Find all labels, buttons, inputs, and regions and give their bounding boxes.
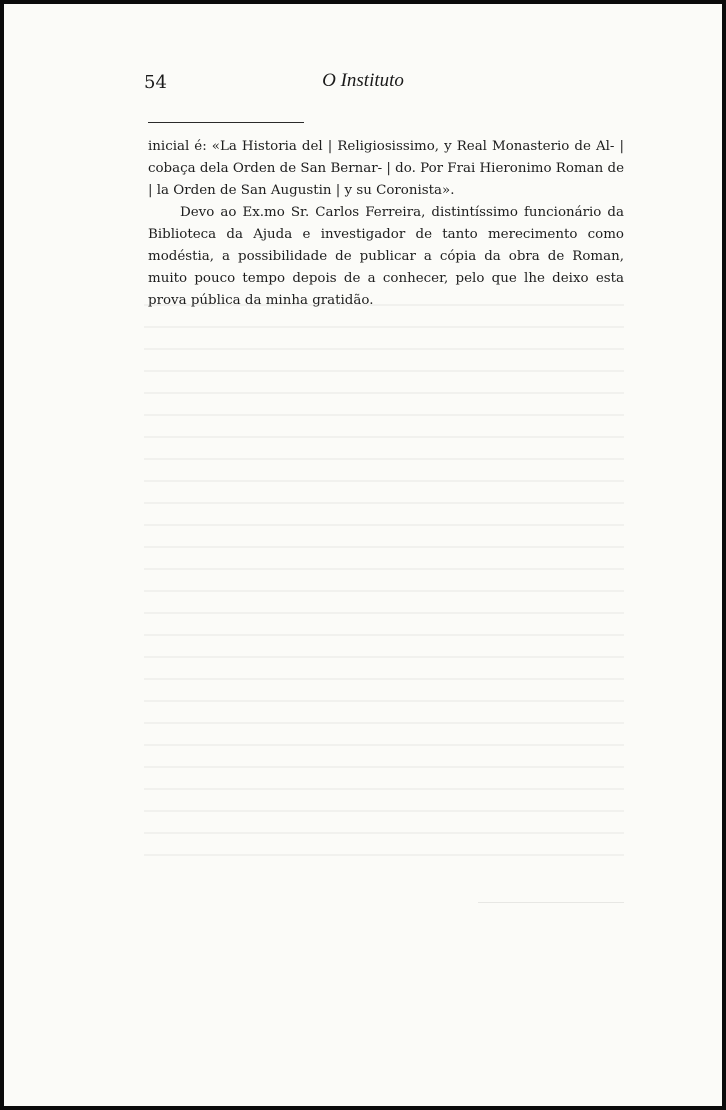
footnote-text (148, 136, 624, 312)
show-through-texture (144, 304, 624, 864)
show-through-rule (478, 902, 624, 903)
paragraph-2: Devo ao Ex.mo Sr. Carlos Ferreira, distintíssimo funcionário da Biblioteca da Ajuda e investigador de tanto merecimento como modéstia, a possibilidade de publicar a cópia da obra de Roman, muito pouco tempo depois de a conhecer, pelo que lhe deixo esta prova pública da minha gratidão. (148, 205, 624, 308)
page-sheet (4, 4, 722, 1106)
footnote-rule (148, 122, 304, 123)
running-title: O Instituto (322, 70, 404, 91)
page-number: 54 (144, 72, 167, 93)
paragraph-1: inicial é: «La Historia del | Religiosissimo, y Real Monasterio de Al- | cobaça dela Orden de San Bernar- | do. Por Frai Hieronimo Roman de | la Orden de San Augustin | y su Coronista». (148, 139, 624, 198)
